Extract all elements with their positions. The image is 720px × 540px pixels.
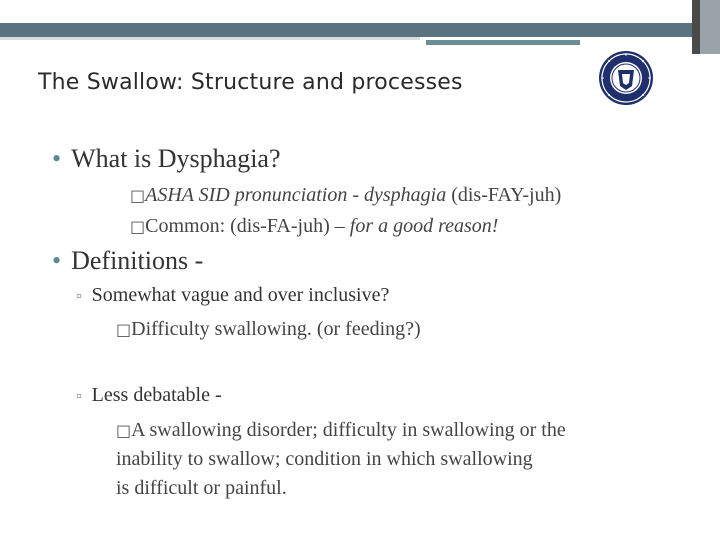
bullet-dot: • — [52, 144, 62, 173]
square-bullet-icon: ▫ — [76, 388, 82, 405]
slide-title: The Swallow: Structure and processes — [38, 70, 463, 95]
university-seal-logo — [598, 50, 654, 106]
detail-swallowing-disorder-1: □A swallowing disorder; difficulty in swallowing or the — [116, 419, 566, 441]
missing-glyph-box: □ — [116, 320, 132, 339]
bullet-dot: • — [52, 246, 62, 275]
detail-difficulty-swallowing: □Difficulty swallowing. (or feeding?) — [116, 318, 421, 340]
missing-glyph-box: □ — [130, 186, 146, 205]
detail-swallowing-disorder-3: is difficult or painful. — [116, 477, 287, 499]
corner-block-gray — [700, 0, 720, 54]
header-underline — [0, 37, 420, 40]
bullet-what-is-dysphagia: • What is Dysphagia? — [52, 144, 281, 173]
sub-vague-definition: ▫ Somewhat vague and over inclusive? — [76, 284, 390, 306]
header-accent-line — [426, 40, 580, 45]
detail-swallowing-disorder-2: inability to swallow; condition in which swallowing — [116, 448, 533, 470]
missing-glyph-box: □ — [116, 421, 132, 440]
missing-glyph-box: □ — [130, 217, 146, 236]
header-bar — [0, 23, 720, 37]
bullet-definitions: • Definitions - — [52, 246, 204, 275]
header-top — [0, 0, 720, 23]
sub-asha-pronunciation: □ASHA SID pronunciation - dysphagia (dis-FAY-juh) — [130, 184, 562, 206]
sub-common-pronunciation: □Common: (dis-FA-juh) – for a good reason! — [130, 215, 499, 237]
sub-less-debatable: ▫ Less debatable - — [76, 384, 222, 406]
square-bullet-icon: ▫ — [76, 288, 82, 305]
